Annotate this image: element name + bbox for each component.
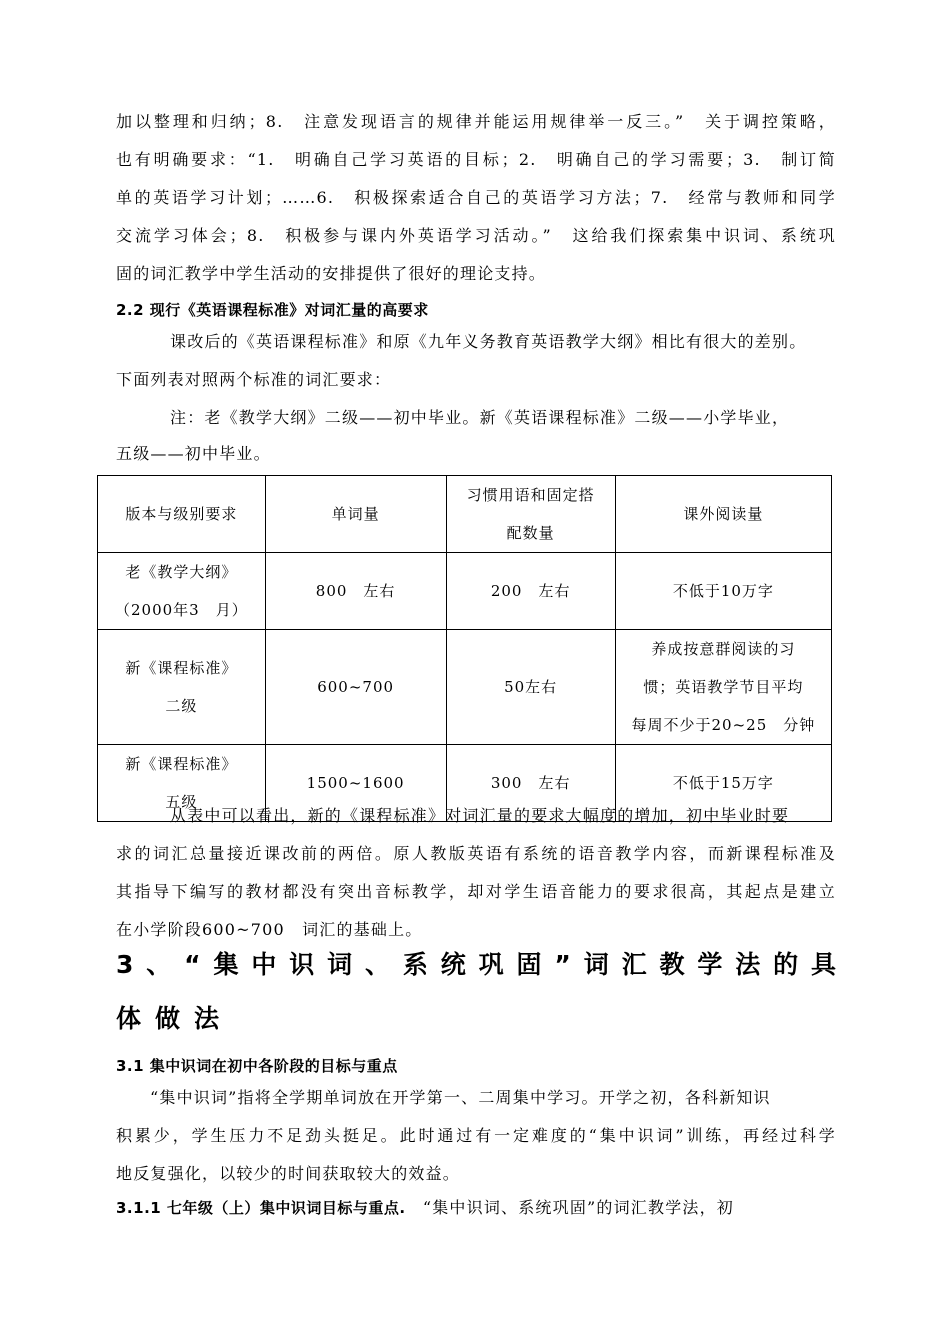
table-row [98, 630, 832, 745]
paragraph-line: 交流学习体会；8. 积极参与课内外英语学习活动。” 这给我们探索集中识词、系统巩 [116, 226, 836, 245]
section-heading-2-2: 2.2 现行《英语课程标准》对词汇量的高要求 [116, 301, 429, 319]
section-heading-3: 3、“集中识词、系统巩固”词汇教学法的具 [116, 950, 836, 979]
header-words: 单词量 [265, 476, 446, 553]
table-row [98, 553, 832, 630]
section-3-1-1-text: “集中识词、系统巩固”的词汇教学法，初 [405, 1198, 735, 1217]
cell-words: 600~700 [265, 630, 446, 745]
cell-idioms: 300 左右 [446, 745, 615, 822]
paragraph-line: 单的英语学习计划；……6. 积极探索适合自己的英语学习方法；7. 经常与教师和同学 [116, 188, 836, 207]
cell-version [98, 630, 266, 745]
paragraph-line: 求的词汇总量接近课改前的两倍。原人教版英语有系统的语音教学内容，而新课程标准及 [116, 844, 836, 863]
cell-version-line: 新《课程标准》 [125, 755, 238, 773]
intro-line: 课改后的《英语课程标准》和原《九年义务教育英语教学大纲》相比有很大的差别。 [170, 332, 807, 351]
cell-reading-line: 每周不少于20~25 分钟 [631, 716, 816, 734]
cell-version-line: 新《课程标准》 [125, 659, 238, 677]
table-header-row [98, 476, 832, 553]
paragraph-line: 积累少，学生压力不足劲头挺足。此时通过有一定难度的“集中识词”训练，再经过科学 [116, 1126, 836, 1145]
paragraph-line: 从表中可以看出，新的《课程标准》对词汇量的要求大幅度的增加，初中毕业时要 [170, 806, 790, 825]
cell-reading: 不低于15万字 [615, 745, 831, 822]
cell-version-line: （2000年3 月） [114, 601, 248, 619]
paragraph-line: 固的词汇教学中学生活动的安排提供了很好的理论支持。 [116, 264, 547, 283]
paragraph-line: 加以整理和归纳；8. 注意发现语言的规律并能运用规律举一反三。” 关于调控策略， [116, 112, 836, 131]
paragraph-line: 地反复强化，以较少的时间获取较大的效益。 [116, 1164, 461, 1183]
section-heading-3-1: 3.1 集中识词在初中各阶段的目标与重点 [116, 1057, 398, 1075]
cell-words: 1500~1600 [265, 745, 446, 822]
cell-version-line: 二级 [165, 697, 198, 715]
cell-idioms: 200 左右 [446, 553, 615, 630]
cell-version [98, 553, 266, 630]
paragraph-line: 在小学阶段600~700 词汇的基础上。 [116, 920, 423, 939]
header-idioms [446, 476, 615, 553]
cell-words: 800 左右 [265, 553, 446, 630]
cell-version-line: 老《教学大纲》 [125, 563, 238, 581]
note-line: 注：老《教学大纲》二级——初中毕业。新《英语课程标准》二级——小学毕业， [170, 408, 790, 427]
cell-reading-line: 养成按意群阅读的习 [651, 640, 796, 658]
paragraph-line: “集中识词”指将全学期单词放在开学第一、二周集中学习。开学之初，各科新知识 [150, 1088, 771, 1107]
cell-reading [615, 630, 831, 745]
vocabulary-requirements-table [97, 475, 832, 822]
cell-reading-line: 惯；英语教学节目平均 [643, 678, 804, 696]
header-idioms-line: 配数量 [506, 524, 555, 542]
section-3-1-1-line [116, 1198, 836, 1218]
header-reading: 课外阅读量 [615, 476, 831, 553]
cell-idioms: 50左右 [446, 630, 615, 745]
cell-reading: 不低于10万字 [615, 553, 831, 630]
section-heading-3-cont: 体做法 [116, 1004, 234, 1033]
header-version: 版本与级别要求 [98, 476, 266, 553]
header-idioms-line: 习惯用语和固定搭 [466, 486, 595, 504]
note-line: 五级——初中毕业。 [116, 444, 271, 463]
paragraph-line: 其指导下编写的教材都没有突出音标教学，却对学生语音能力的要求很高，其起点是建立 [116, 882, 836, 901]
cell-version-line: 五级 [165, 793, 198, 811]
paragraph-line: 也有明确要求：“1. 明确自己学习英语的目标；2. 明确自己的学习需要；3. 制订简 [116, 150, 836, 169]
section-heading-3-1-1: 3.1.1 七年级（上）集中识词目标与重点. [116, 1199, 406, 1217]
intro-line: 下面列表对照两个标准的词汇要求： [116, 370, 392, 389]
